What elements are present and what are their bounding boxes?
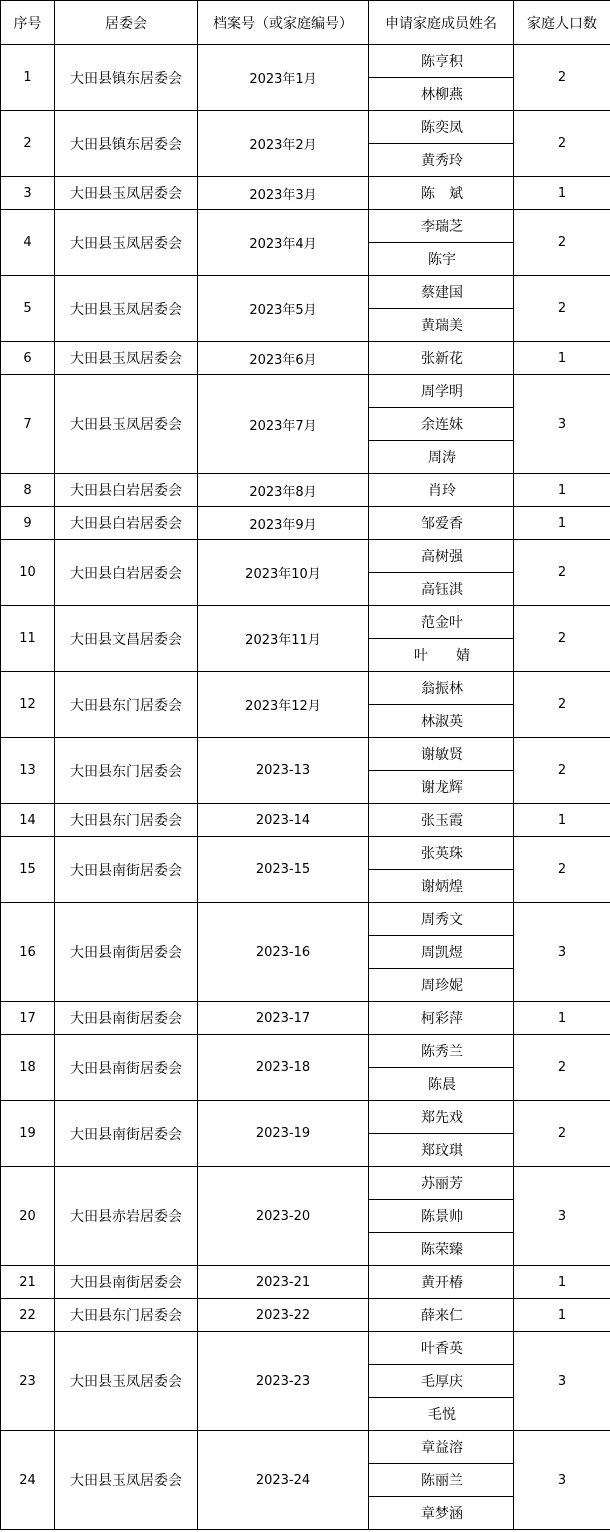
committee-cell: 大田县东门居委会 — [55, 1299, 198, 1332]
committee-cell: 大田县东门居委会 — [55, 804, 198, 837]
file-number-cell: 2023-15 — [198, 837, 369, 903]
serial-number-cell: 1 — [1, 45, 55, 111]
table-row — [1, 1266, 610, 1299]
member-name-cell: 肖玲 — [369, 474, 514, 507]
file-number-cell: 2023-24 — [198, 1431, 369, 1530]
serial-number-cell: 13 — [1, 738, 55, 804]
file-number-cell: 2023年6月 — [198, 342, 369, 375]
serial-number-cell: 11 — [1, 606, 55, 672]
table-row — [1, 375, 610, 408]
file-number-cell: 2023年9月 — [198, 507, 369, 540]
member-name-cell: 谢炳煌 — [369, 870, 514, 903]
household-size-cell: 2 — [514, 276, 610, 342]
committee-cell: 大田县玉凤居委会 — [55, 342, 198, 375]
table-row — [1, 903, 610, 936]
file-number-cell: 2023年4月 — [198, 210, 369, 276]
member-name-cell: 范金叶 — [369, 606, 514, 639]
serial-number-cell: 10 — [1, 540, 55, 606]
file-number-cell: 2023年11月 — [198, 606, 369, 672]
serial-number-cell: 19 — [1, 1101, 55, 1167]
member-name-cell: 翁振林 — [369, 672, 514, 705]
member-name-cell: 苏丽芳 — [369, 1167, 514, 1200]
member-name-cell: 张新花 — [369, 342, 514, 375]
member-name-cell: 周学明 — [369, 375, 514, 408]
serial-number-cell: 15 — [1, 837, 55, 903]
member-name-cell: 邹爱香 — [369, 507, 514, 540]
member-name-cell: 陈宇 — [369, 243, 514, 276]
household-size-cell: 2 — [514, 1101, 610, 1167]
member-name-cell: 张玉霞 — [369, 804, 514, 837]
table-row — [1, 804, 610, 837]
member-name-cell: 谢龙辉 — [369, 771, 514, 804]
file-number-cell: 2023年3月 — [198, 177, 369, 210]
file-number-cell: 2023年8月 — [198, 474, 369, 507]
member-name-cell: 谢敏贤 — [369, 738, 514, 771]
table-row — [1, 45, 610, 78]
household-size-cell: 2 — [514, 45, 610, 111]
household-size-cell: 3 — [514, 903, 610, 1002]
household-size-cell: 1 — [514, 342, 610, 375]
table-body — [1, 45, 610, 1530]
table-row — [1, 1035, 610, 1068]
serial-number-cell: 6 — [1, 342, 55, 375]
committee-cell: 大田县南街居委会 — [55, 1101, 198, 1167]
member-name-cell: 柯彩萍 — [369, 1002, 514, 1035]
table-row — [1, 1431, 610, 1464]
committee-cell: 大田县文昌居委会 — [55, 606, 198, 672]
committee-cell: 大田县玉凤居委会 — [55, 1431, 198, 1530]
file-number-cell: 2023-20 — [198, 1167, 369, 1266]
serial-number-cell: 8 — [1, 474, 55, 507]
household-size-cell: 1 — [514, 804, 610, 837]
file-number-cell: 2023年7月 — [198, 375, 369, 474]
committee-cell: 大田县白岩居委会 — [55, 474, 198, 507]
serial-number-cell: 3 — [1, 177, 55, 210]
member-name-cell: 高钰淇 — [369, 573, 514, 606]
member-name-cell: 黄秀玲 — [369, 144, 514, 177]
table-row — [1, 837, 610, 870]
serial-number-cell: 7 — [1, 375, 55, 474]
serial-number-cell: 4 — [1, 210, 55, 276]
member-name-cell: 叶 婧 — [369, 639, 514, 672]
serial-number-cell: 5 — [1, 276, 55, 342]
household-size-cell: 1 — [514, 1299, 610, 1332]
file-number-cell: 2023-18 — [198, 1035, 369, 1101]
file-number-cell: 2023-22 — [198, 1299, 369, 1332]
member-name-cell: 郑先戏 — [369, 1101, 514, 1134]
household-size-cell: 3 — [514, 375, 610, 474]
member-name-cell: 薛来仁 — [369, 1299, 514, 1332]
header-member-names: 申请家庭成员姓名 — [369, 1, 514, 45]
household-size-cell: 2 — [514, 672, 610, 738]
header-serial: 序号 — [1, 1, 55, 45]
committee-cell: 大田县玉凤居委会 — [55, 177, 198, 210]
member-name-cell: 林淑英 — [369, 705, 514, 738]
member-name-cell: 陈景帅 — [369, 1200, 514, 1233]
member-name-cell: 陈 斌 — [369, 177, 514, 210]
serial-number-cell: 16 — [1, 903, 55, 1002]
committee-cell: 大田县南街居委会 — [55, 1266, 198, 1299]
file-number-cell: 2023年10月 — [198, 540, 369, 606]
file-number-cell: 2023-17 — [198, 1002, 369, 1035]
household-size-cell: 2 — [514, 606, 610, 672]
serial-number-cell: 22 — [1, 1299, 55, 1332]
household-size-cell: 2 — [514, 1035, 610, 1101]
committee-cell: 大田县赤岩居委会 — [55, 1167, 198, 1266]
header-household-size: 家庭人口数 — [514, 1, 610, 45]
household-size-cell: 1 — [514, 1002, 610, 1035]
committee-cell: 大田县东门居委会 — [55, 738, 198, 804]
member-name-cell: 周珍妮 — [369, 969, 514, 1002]
file-number-cell: 2023年12月 — [198, 672, 369, 738]
committee-cell: 大田县南街居委会 — [55, 903, 198, 1002]
table-row — [1, 111, 610, 144]
committee-cell: 大田县玉凤居委会 — [55, 210, 198, 276]
committee-cell: 大田县镇东居委会 — [55, 45, 198, 111]
table-row — [1, 672, 610, 705]
household-size-cell: 1 — [514, 474, 610, 507]
member-name-cell: 章梦涵 — [369, 1497, 514, 1530]
serial-number-cell: 17 — [1, 1002, 55, 1035]
serial-number-cell: 23 — [1, 1332, 55, 1431]
table-row — [1, 177, 610, 210]
household-size-cell: 1 — [514, 1266, 610, 1299]
table-row — [1, 540, 610, 573]
committee-cell: 大田县玉凤居委会 — [55, 1332, 198, 1431]
household-size-cell: 1 — [514, 177, 610, 210]
file-number-cell: 2023年2月 — [198, 111, 369, 177]
member-name-cell: 黄瑞美 — [369, 309, 514, 342]
header-file-number: 档案号（或家庭编号） — [198, 1, 369, 45]
member-name-cell: 林柳燕 — [369, 78, 514, 111]
serial-number-cell: 20 — [1, 1167, 55, 1266]
committee-cell: 大田县南街居委会 — [55, 1035, 198, 1101]
table-row — [1, 1332, 610, 1365]
committee-cell: 大田县玉凤居委会 — [55, 276, 198, 342]
table-row — [1, 1167, 610, 1200]
member-name-cell: 陈荣臻 — [369, 1233, 514, 1266]
member-name-cell: 蔡建国 — [369, 276, 514, 309]
serial-number-cell: 12 — [1, 672, 55, 738]
file-number-cell: 2023-14 — [198, 804, 369, 837]
committee-cell: 大田县玉凤居委会 — [55, 375, 198, 474]
member-name-cell: 余连妹 — [369, 408, 514, 441]
member-name-cell: 章益溶 — [369, 1431, 514, 1464]
header-committee: 居委会 — [55, 1, 198, 45]
household-size-cell: 2 — [514, 738, 610, 804]
household-size-cell: 3 — [514, 1167, 610, 1266]
household-size-cell: 2 — [514, 111, 610, 177]
member-name-cell: 毛厚庆 — [369, 1365, 514, 1398]
member-name-cell: 李瑞芝 — [369, 210, 514, 243]
member-name-cell: 郑玟琪 — [369, 1134, 514, 1167]
serial-number-cell: 18 — [1, 1035, 55, 1101]
table-row — [1, 474, 610, 507]
serial-number-cell: 21 — [1, 1266, 55, 1299]
committee-cell: 大田县南街居委会 — [55, 1002, 198, 1035]
member-name-cell: 陈奕凤 — [369, 111, 514, 144]
file-number-cell: 2023-16 — [198, 903, 369, 1002]
serial-number-cell: 2 — [1, 111, 55, 177]
committee-cell: 大田县镇东居委会 — [55, 111, 198, 177]
committee-cell: 大田县白岩居委会 — [55, 540, 198, 606]
committee-cell: 大田县东门居委会 — [55, 672, 198, 738]
member-name-cell: 叶香英 — [369, 1332, 514, 1365]
member-name-cell: 高树强 — [369, 540, 514, 573]
household-size-cell: 2 — [514, 540, 610, 606]
table-row — [1, 606, 610, 639]
table-row — [1, 276, 610, 309]
table-row — [1, 342, 610, 375]
member-name-cell: 张英珠 — [369, 837, 514, 870]
household-size-cell: 2 — [514, 210, 610, 276]
table-row — [1, 1002, 610, 1035]
member-name-cell: 周涛 — [369, 441, 514, 474]
table-row — [1, 1101, 610, 1134]
table-row — [1, 210, 610, 243]
household-size-cell: 1 — [514, 507, 610, 540]
committee-cell: 大田县白岩居委会 — [55, 507, 198, 540]
member-name-cell: 周凯煜 — [369, 936, 514, 969]
household-size-cell: 3 — [514, 1332, 610, 1431]
member-name-cell: 周秀文 — [369, 903, 514, 936]
file-number-cell: 2023-23 — [198, 1332, 369, 1431]
member-name-cell: 毛悦 — [369, 1398, 514, 1431]
member-name-cell: 陈亨积 — [369, 45, 514, 78]
table-row — [1, 507, 610, 540]
serial-number-cell: 9 — [1, 507, 55, 540]
file-number-cell: 2023年1月 — [198, 45, 369, 111]
file-number-cell: 2023-19 — [198, 1101, 369, 1167]
header-row — [1, 1, 610, 45]
serial-number-cell: 24 — [1, 1431, 55, 1530]
table-row — [1, 1299, 610, 1332]
member-name-cell: 陈丽兰 — [369, 1464, 514, 1497]
household-size-cell: 3 — [514, 1431, 610, 1530]
member-name-cell: 陈晨 — [369, 1068, 514, 1101]
serial-number-cell: 14 — [1, 804, 55, 837]
member-name-cell: 陈秀兰 — [369, 1035, 514, 1068]
table-row — [1, 738, 610, 771]
member-name-cell: 黄开椿 — [369, 1266, 514, 1299]
committee-cell: 大田县南街居委会 — [55, 837, 198, 903]
household-size-cell: 2 — [514, 837, 610, 903]
file-number-cell: 2023-13 — [198, 738, 369, 804]
file-number-cell: 2023-21 — [198, 1266, 369, 1299]
file-number-cell: 2023年5月 — [198, 276, 369, 342]
